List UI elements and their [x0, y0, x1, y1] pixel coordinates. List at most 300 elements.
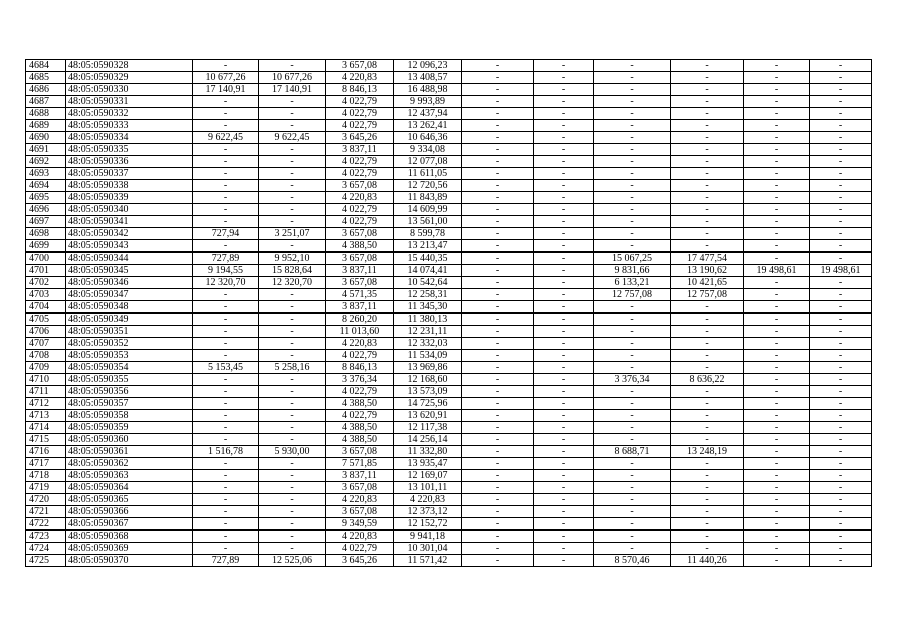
value-cell: -: [534, 180, 594, 192]
table-row: [26, 265, 872, 277]
value-cell: -: [259, 518, 326, 531]
cadastral-number-cell: 48:05:0590343: [66, 240, 193, 253]
table-row: [26, 216, 872, 228]
value-cell: 3 657,08: [326, 252, 394, 265]
value-cell: -: [810, 422, 872, 434]
value-cell: 12 096,23: [394, 60, 462, 72]
value-cell: -: [744, 156, 810, 168]
value-cell: -: [810, 555, 872, 567]
value-cell: -: [810, 96, 872, 108]
value-cell: -: [259, 374, 326, 386]
value-cell: -: [810, 446, 872, 458]
value-cell: -: [259, 338, 326, 350]
value-cell: -: [744, 252, 810, 265]
row-number-cell: 4707: [26, 338, 66, 350]
value-cell: -: [462, 168, 534, 180]
table-row: [26, 386, 872, 398]
table-row: [26, 277, 872, 289]
table-row: [26, 289, 872, 301]
value-cell: -: [744, 96, 810, 108]
value-cell: -: [193, 108, 259, 120]
value-cell: -: [594, 326, 671, 338]
value-cell: -: [671, 506, 744, 518]
value-cell: -: [671, 108, 744, 120]
value-cell: -: [259, 120, 326, 132]
value-cell: -: [534, 518, 594, 531]
value-cell: -: [594, 96, 671, 108]
row-number-cell: 4685: [26, 72, 66, 84]
value-cell: -: [193, 410, 259, 422]
value-cell: 14 074,41: [394, 265, 462, 277]
value-cell: -: [810, 216, 872, 228]
value-cell: 13 248,19: [671, 446, 744, 458]
value-cell: -: [671, 216, 744, 228]
value-cell: -: [534, 240, 594, 253]
row-number-cell: 4700: [26, 252, 66, 265]
value-cell: -: [671, 132, 744, 144]
value-cell: -: [462, 446, 534, 458]
value-cell: -: [259, 108, 326, 120]
value-cell: -: [594, 301, 671, 314]
value-cell: -: [534, 326, 594, 338]
row-number-cell: 4722: [26, 518, 66, 531]
cadastral-number-cell: 48:05:0590357: [66, 398, 193, 410]
value-cell: -: [193, 240, 259, 253]
value-cell: -: [462, 458, 534, 470]
cadastral-number-cell: 48:05:0590344: [66, 252, 193, 265]
value-cell: -: [259, 301, 326, 314]
cadastral-number-cell: 48:05:0590329: [66, 72, 193, 84]
value-cell: 12 231,11: [394, 326, 462, 338]
cadastral-number-cell: 48:05:0590336: [66, 156, 193, 168]
value-cell: 9 952,10: [259, 252, 326, 265]
value-cell: 12 757,08: [594, 289, 671, 301]
row-number-cell: 4704: [26, 301, 66, 314]
cadastral-number-cell: 48:05:0590331: [66, 96, 193, 108]
value-cell: -: [594, 216, 671, 228]
value-cell: 12 373,12: [394, 506, 462, 518]
value-cell: 727,89: [193, 252, 259, 265]
value-cell: -: [671, 168, 744, 180]
value-cell: -: [810, 410, 872, 422]
value-cell: 3 657,08: [326, 60, 394, 72]
value-cell: -: [462, 374, 534, 386]
value-cell: -: [534, 84, 594, 96]
cadastral-number-cell: 48:05:0590361: [66, 446, 193, 458]
value-cell: -: [462, 240, 534, 253]
table-row: [26, 96, 872, 108]
row-number-cell: 4708: [26, 350, 66, 362]
value-cell: 3 645,26: [326, 132, 394, 144]
row-number-cell: 4686: [26, 84, 66, 96]
value-cell: 11 380,13: [394, 313, 462, 326]
value-cell: -: [259, 289, 326, 301]
cadastral-number-cell: 48:05:0590367: [66, 518, 193, 531]
value-cell: 12 169,07: [394, 470, 462, 482]
value-cell: -: [259, 543, 326, 555]
value-cell: 12 077,08: [394, 156, 462, 168]
value-cell: -: [534, 60, 594, 72]
value-cell: -: [744, 216, 810, 228]
value-cell: -: [259, 410, 326, 422]
value-cell: 13 408,57: [394, 72, 462, 84]
value-cell: -: [462, 313, 534, 326]
value-cell: -: [534, 204, 594, 216]
table-row: [26, 252, 872, 265]
value-cell: -: [810, 277, 872, 289]
table-row: [26, 120, 872, 132]
value-cell: 4 022,79: [326, 108, 394, 120]
value-cell: -: [744, 240, 810, 253]
row-number-cell: 4689: [26, 120, 66, 132]
value-cell: -: [462, 180, 534, 192]
value-cell: 3 657,08: [326, 446, 394, 458]
value-cell: -: [193, 482, 259, 494]
value-cell: -: [671, 120, 744, 132]
value-cell: -: [671, 386, 744, 398]
value-cell: 12 332,03: [394, 338, 462, 350]
value-cell: -: [744, 410, 810, 422]
cadastral-number-cell: 48:05:0590333: [66, 120, 193, 132]
value-cell: 12 320,70: [193, 277, 259, 289]
value-cell: -: [193, 301, 259, 314]
value-cell: -: [810, 494, 872, 506]
value-cell: 4 220,83: [326, 530, 394, 543]
value-cell: -: [259, 470, 326, 482]
table-row: [26, 84, 872, 96]
value-cell: -: [810, 240, 872, 253]
value-cell: -: [671, 192, 744, 204]
value-cell: -: [744, 228, 810, 240]
value-cell: 11 571,42: [394, 555, 462, 567]
value-cell: -: [671, 530, 744, 543]
value-cell: -: [671, 204, 744, 216]
value-cell: 727,94: [193, 228, 259, 240]
value-cell: -: [671, 482, 744, 494]
value-cell: -: [534, 422, 594, 434]
row-number-cell: 4693: [26, 168, 66, 180]
value-cell: -: [744, 543, 810, 555]
table-row: [26, 482, 872, 494]
value-cell: -: [534, 301, 594, 314]
value-cell: -: [744, 446, 810, 458]
cadastral-number-cell: 48:05:0590365: [66, 494, 193, 506]
value-cell: -: [462, 530, 534, 543]
value-cell: 11 843,89: [394, 192, 462, 204]
value-cell: -: [744, 326, 810, 338]
row-number-cell: 4705: [26, 313, 66, 326]
value-cell: -: [534, 374, 594, 386]
value-cell: -: [462, 494, 534, 506]
value-cell: -: [594, 458, 671, 470]
cadastral-number-cell: 48:05:0590352: [66, 338, 193, 350]
value-cell: 7 571,85: [326, 458, 394, 470]
value-cell: -: [810, 60, 872, 72]
value-cell: 727,89: [193, 555, 259, 567]
value-cell: -: [462, 555, 534, 567]
value-cell: -: [259, 60, 326, 72]
table-row: [26, 410, 872, 422]
value-cell: -: [534, 350, 594, 362]
value-cell: -: [259, 434, 326, 446]
value-cell: 10 677,26: [193, 72, 259, 84]
value-cell: 12 720,56: [394, 180, 462, 192]
value-cell: 15 828,64: [259, 265, 326, 277]
value-cell: -: [462, 482, 534, 494]
value-cell: -: [810, 228, 872, 240]
value-cell: -: [594, 156, 671, 168]
value-cell: -: [594, 518, 671, 531]
row-number-cell: 4697: [26, 216, 66, 228]
value-cell: -: [193, 289, 259, 301]
cadastral-number-cell: 48:05:0590334: [66, 132, 193, 144]
table-row: [26, 144, 872, 156]
value-cell: 3 251,07: [259, 228, 326, 240]
value-cell: 4 571,35: [326, 289, 394, 301]
row-number-cell: 4713: [26, 410, 66, 422]
value-cell: -: [462, 96, 534, 108]
row-number-cell: 4710: [26, 374, 66, 386]
value-cell: -: [462, 216, 534, 228]
value-cell: -: [810, 313, 872, 326]
value-cell: -: [744, 313, 810, 326]
value-cell: -: [193, 470, 259, 482]
value-cell: -: [810, 506, 872, 518]
row-number-cell: 4695: [26, 192, 66, 204]
value-cell: -: [594, 482, 671, 494]
value-cell: 4 022,79: [326, 168, 394, 180]
value-cell: 12 168,60: [394, 374, 462, 386]
value-cell: -: [594, 350, 671, 362]
value-cell: -: [671, 422, 744, 434]
value-cell: -: [671, 180, 744, 192]
value-cell: -: [259, 216, 326, 228]
cadastral-number-cell: 48:05:0590364: [66, 482, 193, 494]
row-number-cell: 4725: [26, 555, 66, 567]
value-cell: -: [259, 180, 326, 192]
value-cell: -: [193, 386, 259, 398]
value-cell: -: [534, 132, 594, 144]
value-cell: -: [534, 265, 594, 277]
value-cell: -: [671, 84, 744, 96]
value-cell: -: [594, 204, 671, 216]
value-cell: 12 320,70: [259, 277, 326, 289]
value-cell: -: [671, 494, 744, 506]
value-cell: -: [534, 228, 594, 240]
cadastral-values-table: [25, 59, 872, 567]
value-cell: -: [671, 410, 744, 422]
table-row: [26, 470, 872, 482]
value-cell: -: [534, 72, 594, 84]
cadastral-number-cell: 48:05:0590348: [66, 301, 193, 314]
row-number-cell: 4687: [26, 96, 66, 108]
value-cell: -: [594, 72, 671, 84]
value-cell: 14 609,99: [394, 204, 462, 216]
value-cell: 4 220,83: [394, 494, 462, 506]
table-row: [26, 301, 872, 314]
value-cell: -: [594, 362, 671, 374]
row-number-cell: 4688: [26, 108, 66, 120]
cadastral-number-cell: 48:05:0590349: [66, 313, 193, 326]
value-cell: -: [462, 120, 534, 132]
value-cell: 5 258,16: [259, 362, 326, 374]
value-cell: -: [671, 72, 744, 84]
row-number-cell: 4719: [26, 482, 66, 494]
value-cell: -: [534, 216, 594, 228]
value-cell: -: [462, 410, 534, 422]
row-number-cell: 4702: [26, 277, 66, 289]
value-cell: 3 837,11: [326, 265, 394, 277]
value-cell: -: [534, 458, 594, 470]
value-cell: 4 220,83: [326, 192, 394, 204]
value-cell: -: [594, 422, 671, 434]
row-number-cell: 4712: [26, 398, 66, 410]
value-cell: -: [594, 398, 671, 410]
value-cell: 12 525,06: [259, 555, 326, 567]
value-cell: -: [259, 458, 326, 470]
value-cell: 10 646,36: [394, 132, 462, 144]
value-cell: -: [810, 84, 872, 96]
table-row: [26, 192, 872, 204]
value-cell: 4 022,79: [326, 120, 394, 132]
table-row: [26, 398, 872, 410]
value-cell: -: [193, 144, 259, 156]
value-cell: -: [594, 530, 671, 543]
value-cell: -: [259, 494, 326, 506]
value-cell: -: [462, 252, 534, 265]
value-cell: 4 022,79: [326, 156, 394, 168]
cadastral-number-cell: 48:05:0590354: [66, 362, 193, 374]
cadastral-number-cell: 48:05:0590366: [66, 506, 193, 518]
value-cell: 8 636,22: [671, 374, 744, 386]
value-cell: -: [671, 301, 744, 314]
value-cell: -: [462, 543, 534, 555]
value-cell: -: [744, 120, 810, 132]
value-cell: 9 622,45: [193, 132, 259, 144]
value-cell: -: [193, 543, 259, 555]
row-number-cell: 4698: [26, 228, 66, 240]
value-cell: -: [744, 386, 810, 398]
value-cell: 8 570,46: [594, 555, 671, 567]
value-cell: -: [193, 192, 259, 204]
cadastral-number-cell: 48:05:0590368: [66, 530, 193, 543]
value-cell: -: [534, 362, 594, 374]
value-cell: -: [594, 313, 671, 326]
value-cell: -: [534, 386, 594, 398]
table-row: [26, 132, 872, 144]
cadastral-number-cell: 48:05:0590358: [66, 410, 193, 422]
value-cell: 4 022,79: [326, 410, 394, 422]
cadastral-number-cell: 48:05:0590332: [66, 108, 193, 120]
table-row: [26, 458, 872, 470]
value-cell: -: [594, 84, 671, 96]
row-number-cell: 4717: [26, 458, 66, 470]
value-cell: -: [462, 398, 534, 410]
table-row: [26, 180, 872, 192]
value-cell: 10 677,26: [259, 72, 326, 84]
value-cell: 14 256,14: [394, 434, 462, 446]
value-cell: 5 930,00: [259, 446, 326, 458]
cadastral-number-cell: 48:05:0590335: [66, 144, 193, 156]
value-cell: 9 831,66: [594, 265, 671, 277]
cadastral-number-cell: 48:05:0590370: [66, 555, 193, 567]
value-cell: -: [810, 180, 872, 192]
value-cell: 3 376,34: [594, 374, 671, 386]
value-cell: -: [744, 530, 810, 543]
value-cell: 3 657,08: [326, 228, 394, 240]
value-cell: 5 153,45: [193, 362, 259, 374]
value-cell: 4 388,50: [326, 240, 394, 253]
value-cell: -: [462, 326, 534, 338]
value-cell: -: [744, 289, 810, 301]
value-cell: -: [193, 422, 259, 434]
value-cell: 4 220,83: [326, 72, 394, 84]
row-number-cell: 4720: [26, 494, 66, 506]
value-cell: -: [259, 422, 326, 434]
value-cell: -: [193, 506, 259, 518]
value-cell: -: [594, 180, 671, 192]
value-cell: -: [810, 543, 872, 555]
value-cell: -: [534, 168, 594, 180]
value-cell: -: [259, 168, 326, 180]
value-cell: -: [744, 350, 810, 362]
row-number-cell: 4694: [26, 180, 66, 192]
table-row: [26, 350, 872, 362]
value-cell: -: [259, 326, 326, 338]
value-cell: 4 220,83: [326, 494, 394, 506]
value-cell: -: [810, 434, 872, 446]
cadastral-number-cell: 48:05:0590337: [66, 168, 193, 180]
value-cell: -: [810, 132, 872, 144]
value-cell: -: [671, 240, 744, 253]
value-cell: 10 301,04: [394, 543, 462, 555]
cadastral-number-cell: 48:05:0590363: [66, 470, 193, 482]
row-number-cell: 4711: [26, 386, 66, 398]
value-cell: -: [534, 506, 594, 518]
value-cell: -: [671, 350, 744, 362]
value-cell: 3 837,11: [326, 301, 394, 314]
row-number-cell: 4723: [26, 530, 66, 543]
value-cell: -: [744, 168, 810, 180]
value-cell: 13 935,47: [394, 458, 462, 470]
value-cell: 8 846,13: [326, 84, 394, 96]
value-cell: -: [193, 494, 259, 506]
value-cell: -: [534, 494, 594, 506]
value-cell: -: [193, 120, 259, 132]
value-cell: -: [259, 398, 326, 410]
value-cell: 17 140,91: [193, 84, 259, 96]
value-cell: -: [193, 168, 259, 180]
value-cell: 10 421,65: [671, 277, 744, 289]
value-cell: 13 573,09: [394, 386, 462, 398]
value-cell: 4 022,79: [326, 386, 394, 398]
value-cell: -: [259, 204, 326, 216]
value-cell: -: [462, 301, 534, 314]
value-cell: 9 349,59: [326, 518, 394, 531]
value-cell: -: [534, 555, 594, 567]
value-cell: -: [193, 96, 259, 108]
value-cell: -: [193, 60, 259, 72]
value-cell: -: [193, 530, 259, 543]
value-cell: 9 622,45: [259, 132, 326, 144]
table-row: [26, 530, 872, 543]
value-cell: -: [810, 192, 872, 204]
value-cell: -: [594, 506, 671, 518]
value-cell: -: [259, 144, 326, 156]
table-row: [26, 434, 872, 446]
value-cell: -: [744, 72, 810, 84]
value-cell: 9 334,08: [394, 144, 462, 156]
